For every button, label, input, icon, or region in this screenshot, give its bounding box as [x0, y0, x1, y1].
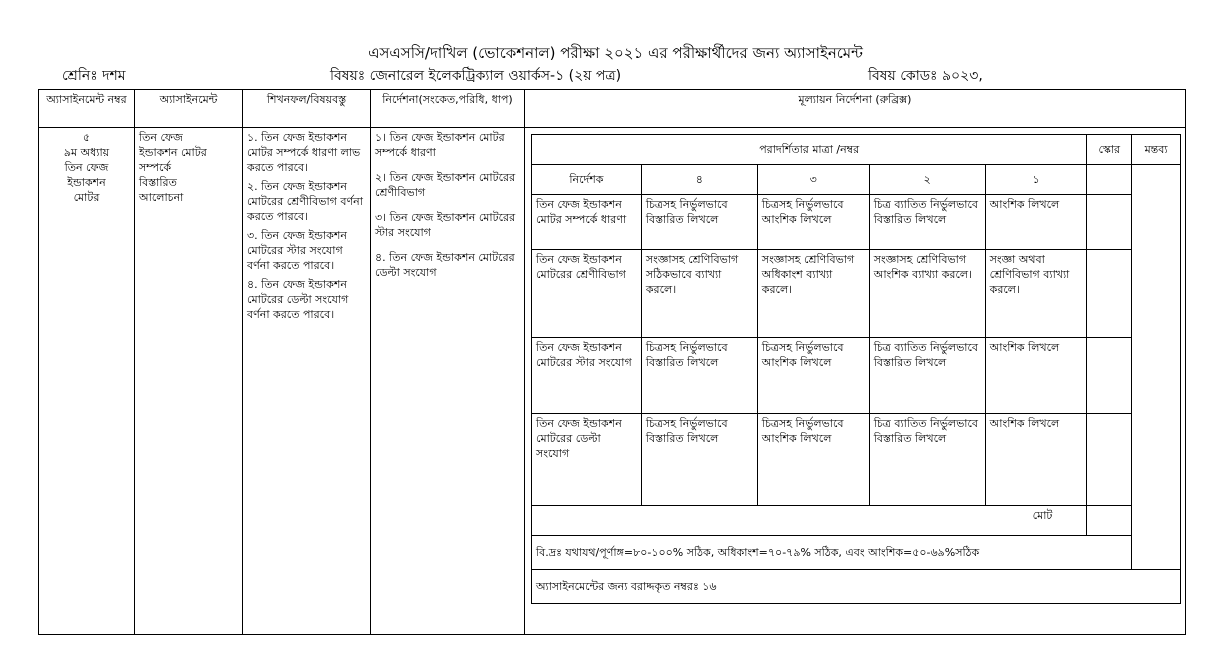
header-assignment: অ্যাসাইনমেন্ট	[135, 90, 243, 128]
objective-item: ৪. তিন ফেজ ইন্ডাকশন মোটরের ডেল্টা সংযোগ বর্ণনা করতে পারবে।	[247, 278, 349, 321]
level-1-header: ১	[985, 165, 1087, 195]
rubric-cell: আংশিক লিখলে	[985, 195, 1087, 250]
rubric-cell: সংজ্ঞাসহ শ্রেণিবিভাগ আংশিক ব্যাখ্যা করলে।	[869, 250, 985, 338]
header-evaluation: মূল্যায়ন নির্দেশনা (রুব্রিক্স)	[525, 90, 1186, 128]
indicator-cell: তিন ফেজ ইন্ডাকশন মোটরের ডেল্টা সংযোগ	[532, 414, 642, 506]
rubric-cell: চিত্রসহ নির্ভুলভাবে আংশিক লিখলে	[757, 338, 869, 414]
indicator-cell: তিন ফেজ ইন্ডাকশন মোটরের স্টার সংযোগ	[532, 338, 642, 414]
instruction-item: ২। তিন ফেজ ইন্ডাকশন মোটরের শ্রেণীবিভাগ	[375, 171, 516, 199]
subject-label: বিষয়ঃ জেনারেল ইলেকট্রিক্যাল ওয়ার্কস-১ (২য় পত্র)	[330, 68, 622, 84]
score-cell	[1087, 165, 1132, 195]
header-assignment-no: অ্যাসাইনমেন্ট নম্বর	[39, 90, 135, 128]
score-cell	[1087, 250, 1132, 338]
indicator-header: নির্দেশক	[532, 165, 642, 195]
header-learning-outcome: শিখনফল/বিষয়বস্তু	[243, 90, 371, 128]
objective-item: ৩. তিন ফেজ ইন্ডাকশন মোটরের স্টার সংযোগ বর্ণনা করতে পারবে।	[247, 229, 347, 272]
rubric-cell: চিত্রসহ নির্ভুলভাবে আংশিক লিখলে	[757, 195, 869, 250]
remark-header: মন্তব্য	[1132, 135, 1181, 165]
rubric-cell: চিত্র ব্যাতিত নির্ভুলভাবে বিস্তারিত লিখলে	[869, 195, 985, 250]
total-score-cell	[1087, 506, 1132, 536]
assignment-table	[38, 89, 1186, 635]
page-title: এসএসসি/দাখিল (ভোকেশনাল) পরীক্ষা ২০২১ এর পরীক্ষার্থীদের জন্য অ্যাসাইনমেন্ট	[368, 44, 863, 62]
marks-text: অ্যাসাইনমেন্টের জন্য বরাদ্দকৃত নম্বরঃ ১৬	[532, 570, 1181, 604]
score-cell	[1087, 414, 1132, 506]
learning-outcome-cell	[243, 128, 371, 635]
rubric-row	[532, 250, 1181, 338]
evaluation-cell	[525, 128, 1186, 635]
indicator-cell: তিন ফেজ ইন্ডাকশন মোটরের শ্রেণীবিভাগ	[532, 250, 642, 338]
rubric-row	[532, 338, 1181, 414]
rubric-table	[531, 134, 1181, 604]
score-cell	[1087, 338, 1132, 414]
rubric-cell: চিত্রসহ নির্ভুলভাবে বিস্তারিত লিখলে	[641, 414, 757, 506]
rubric-cell: চিত্র ব্যাতিত নির্ভুলভাবে বিস্তারিত লিখলে	[869, 338, 985, 414]
rubric-cell: আংশিক লিখলে	[985, 338, 1087, 414]
rubric-cell: আংশিক লিখলে	[985, 414, 1087, 506]
header-instruction: নির্দেশনা(সংকেত,পরিধি, ধাপ)	[371, 90, 525, 128]
rubric-cell: সংজ্ঞাসহ শ্রেণিবিভাগ সঠিকভাবে ব্যাখ্যা করলে।	[641, 250, 757, 338]
rubric-cell: চিত্র ব্যাতিত নির্ভুলভাবে বিস্তারিত লিখলে	[869, 414, 985, 506]
level-4-header: ৪	[641, 165, 757, 195]
assignment-no-cell: ৫ ৯ম অধ্যায় তিন ফেজ ইন্ডাকশন মোটর	[39, 128, 135, 635]
performance-header: পরাদর্শিতার মাত্রা /নম্বর	[532, 135, 1087, 165]
class-label: শ্রেনিঃ দশম	[62, 68, 126, 84]
instruction-item: ১। তিন ফেজ ইন্ডাকশন মোটর সম্পর্কে ধারণা	[375, 131, 505, 159]
level-3-header: ৩	[757, 165, 869, 195]
rubric-cell: চিত্রসহ নির্ভুলভাবে আংশিক লিখলে	[757, 414, 869, 506]
instruction-item: ৩। তিন ফেজ ইন্ডাকশন মোটরের স্টার সংযোগ	[375, 211, 516, 239]
total-label: মোট	[532, 506, 1087, 536]
rubric-row	[532, 195, 1181, 250]
rubric-cell: সংজ্ঞা অথবা শ্রেণিবিভাগ ব্যাখ্যা করলে।	[985, 250, 1087, 338]
level-2-header: ২	[869, 165, 985, 195]
objective-item: ২. তিন ফেজ ইন্ডাকশন মোটরের শ্রেণীবিভাগ বর্ণনা করতে পারবে।	[247, 180, 363, 223]
instruction-item: ৪. তিন ফেজ ইন্ডাকশন মোটরের ডেল্টা সংযোগ	[375, 251, 515, 279]
rubric-cell: চিত্রসহ নির্ভুলভাবে বিস্তারিত লিখলে	[641, 338, 757, 414]
subject-code-label: বিষয় কোডঃ ৯০২৩,	[868, 68, 983, 84]
objective-item: ১. তিন ফেজ ইন্ডাকশন মোটর সম্পর্কে ধারণা লাভ করতে পারবে।	[247, 131, 361, 174]
instruction-cell	[371, 128, 525, 635]
indicator-cell: তিন ফেজ ইন্ডাকশন মোটর সম্পর্কে ধারণা	[532, 195, 642, 250]
remark-cell	[1132, 165, 1181, 570]
score-header: স্কোর	[1087, 135, 1132, 165]
assignment-cell: তিন ফেজ ইন্ডাকশন মোটর সম্পর্কে বিস্তারিত আলোচনা	[135, 128, 243, 635]
score-cell	[1087, 195, 1132, 250]
note-text: বি.দ্রঃ যথাযথ/পূর্ণাঙ্গ=৮০-১০০% সঠিক, অধিকাংশ=৭০-৭৯% সঠিক, এবং আংশিক=৫০-৬৯%সঠিক	[532, 536, 1181, 570]
rubric-cell: সংজ্ঞাসহ শ্রেণিবিভাগ অধিকাংশ ব্যাখ্যা করলে।	[757, 250, 869, 338]
rubric-cell: চিত্রসহ নির্ভুলভাবে বিস্তারিত লিখলে	[641, 195, 757, 250]
rubric-row	[532, 414, 1181, 506]
